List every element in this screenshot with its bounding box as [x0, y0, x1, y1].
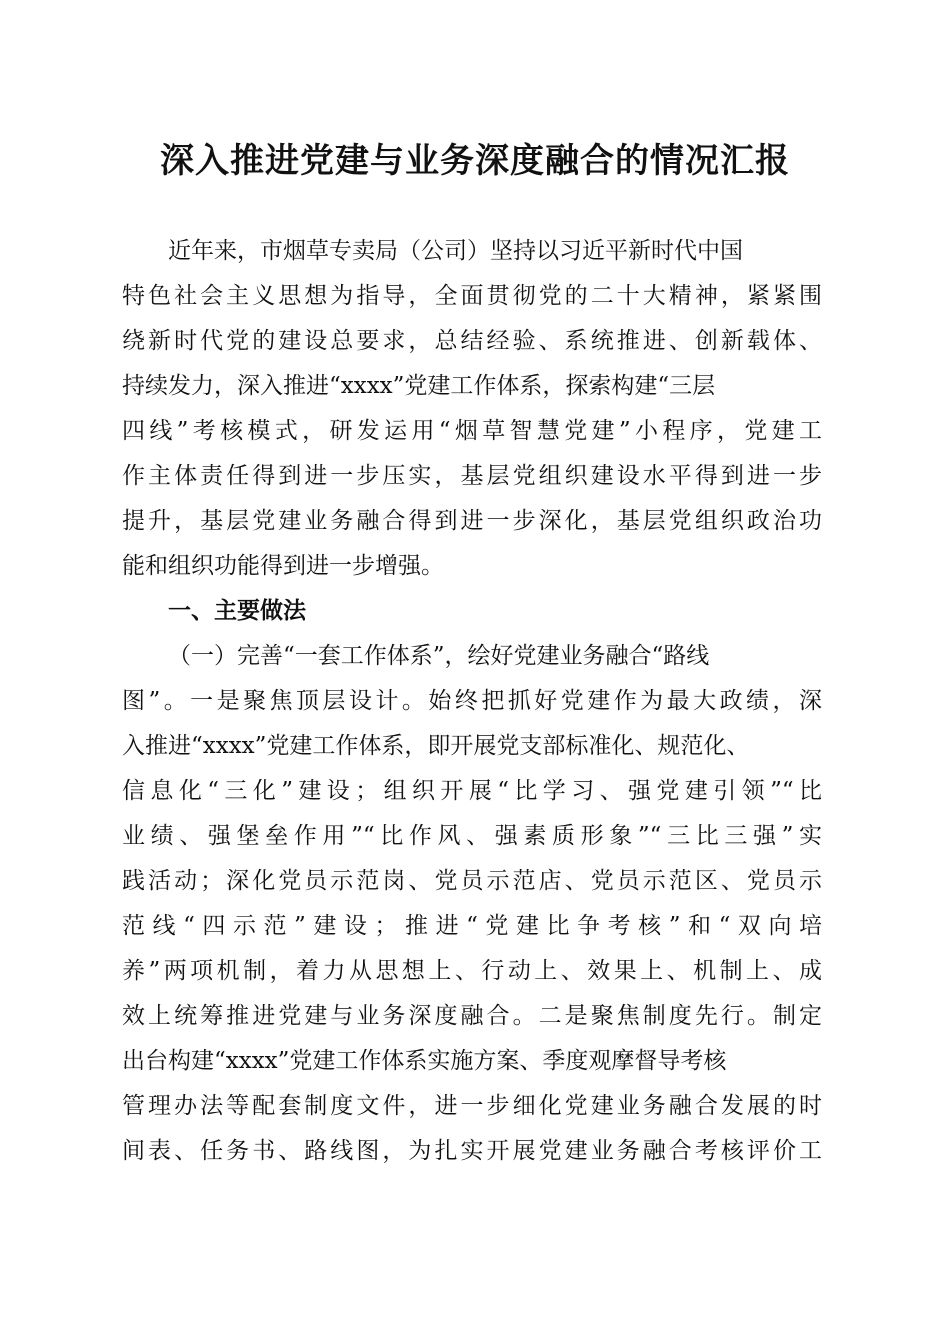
- paragraph-line: 信息化“三化”建设；组织开展“比学习、强党建引领”“比: [122, 778, 822, 804]
- paragraph-line: 管理办法等配套制度文件，进一步细化党建业务融合发展的时: [122, 1093, 822, 1119]
- paragraph-line: 养”两项机制，着力从思想上、行动上、效果上、机制上、成: [122, 958, 822, 984]
- paragraph-line: 践活动；深化党员示范岗、党员示范店、党员示范区、党员示: [122, 868, 822, 894]
- paragraph-line: 出台构建“xxxx”党建工作体系实施方案、季度观摩督导考核: [122, 1048, 727, 1074]
- paragraph-line: 范线“四示范”建设；推进“党建比争考核”和“双向培: [122, 913, 822, 939]
- document-title: 深入推进党建与业务深度融合的情况汇报: [160, 141, 790, 181]
- paragraph-line: 绕新时代党的建设总要求，总结经验、系统推进、创新载体、: [122, 328, 822, 354]
- paragraph-line: 四线”考核模式，研发运用“烟草智慧党建”小程序，党建工: [122, 418, 822, 444]
- paragraph-line: 特色社会主义思想为指导，全面贯彻党的二十大精神，紧紧围: [122, 283, 822, 309]
- paragraph-line: 入推进“xxxx”党建工作体系，即开展党支部标准化、规范化、: [122, 733, 750, 759]
- paragraph-line: （一）完善“一套工作体系”，绘好党建业务融合“路线: [168, 643, 710, 669]
- paragraph-line: 效上统筹推进党建与业务深度融合。二是聚焦制度先行。制定: [122, 1003, 822, 1029]
- paragraph-line: 间表、任务书、路线图，为扎实开展党建业务融合考核评价工: [122, 1138, 822, 1164]
- paragraph-line: 持续发力，深入推进“xxxx”党建工作体系，探索构建“三层: [122, 373, 716, 399]
- paragraph-line: 近年来，市烟草专卖局（公司）坚持以习近平新时代中国: [168, 238, 743, 264]
- paragraph-line: 提升，基层党建业务融合得到进一步深化，基层党组织政治功: [122, 508, 822, 534]
- paragraph-line: 图”。一是聚焦顶层设计。始终把抓好党建作为最大政绩，深: [122, 688, 822, 714]
- paragraph-line: 能和组织功能得到进一步增强。: [122, 553, 444, 579]
- section-heading: 一、主要做法: [168, 598, 306, 624]
- paragraph-line: 作主体责任得到进一步压实，基层党组织建设水平得到进一步: [122, 463, 822, 489]
- paragraph-line: 业绩、强堡垒作用”“比作风、强素质形象”“三比三强”实: [122, 823, 822, 849]
